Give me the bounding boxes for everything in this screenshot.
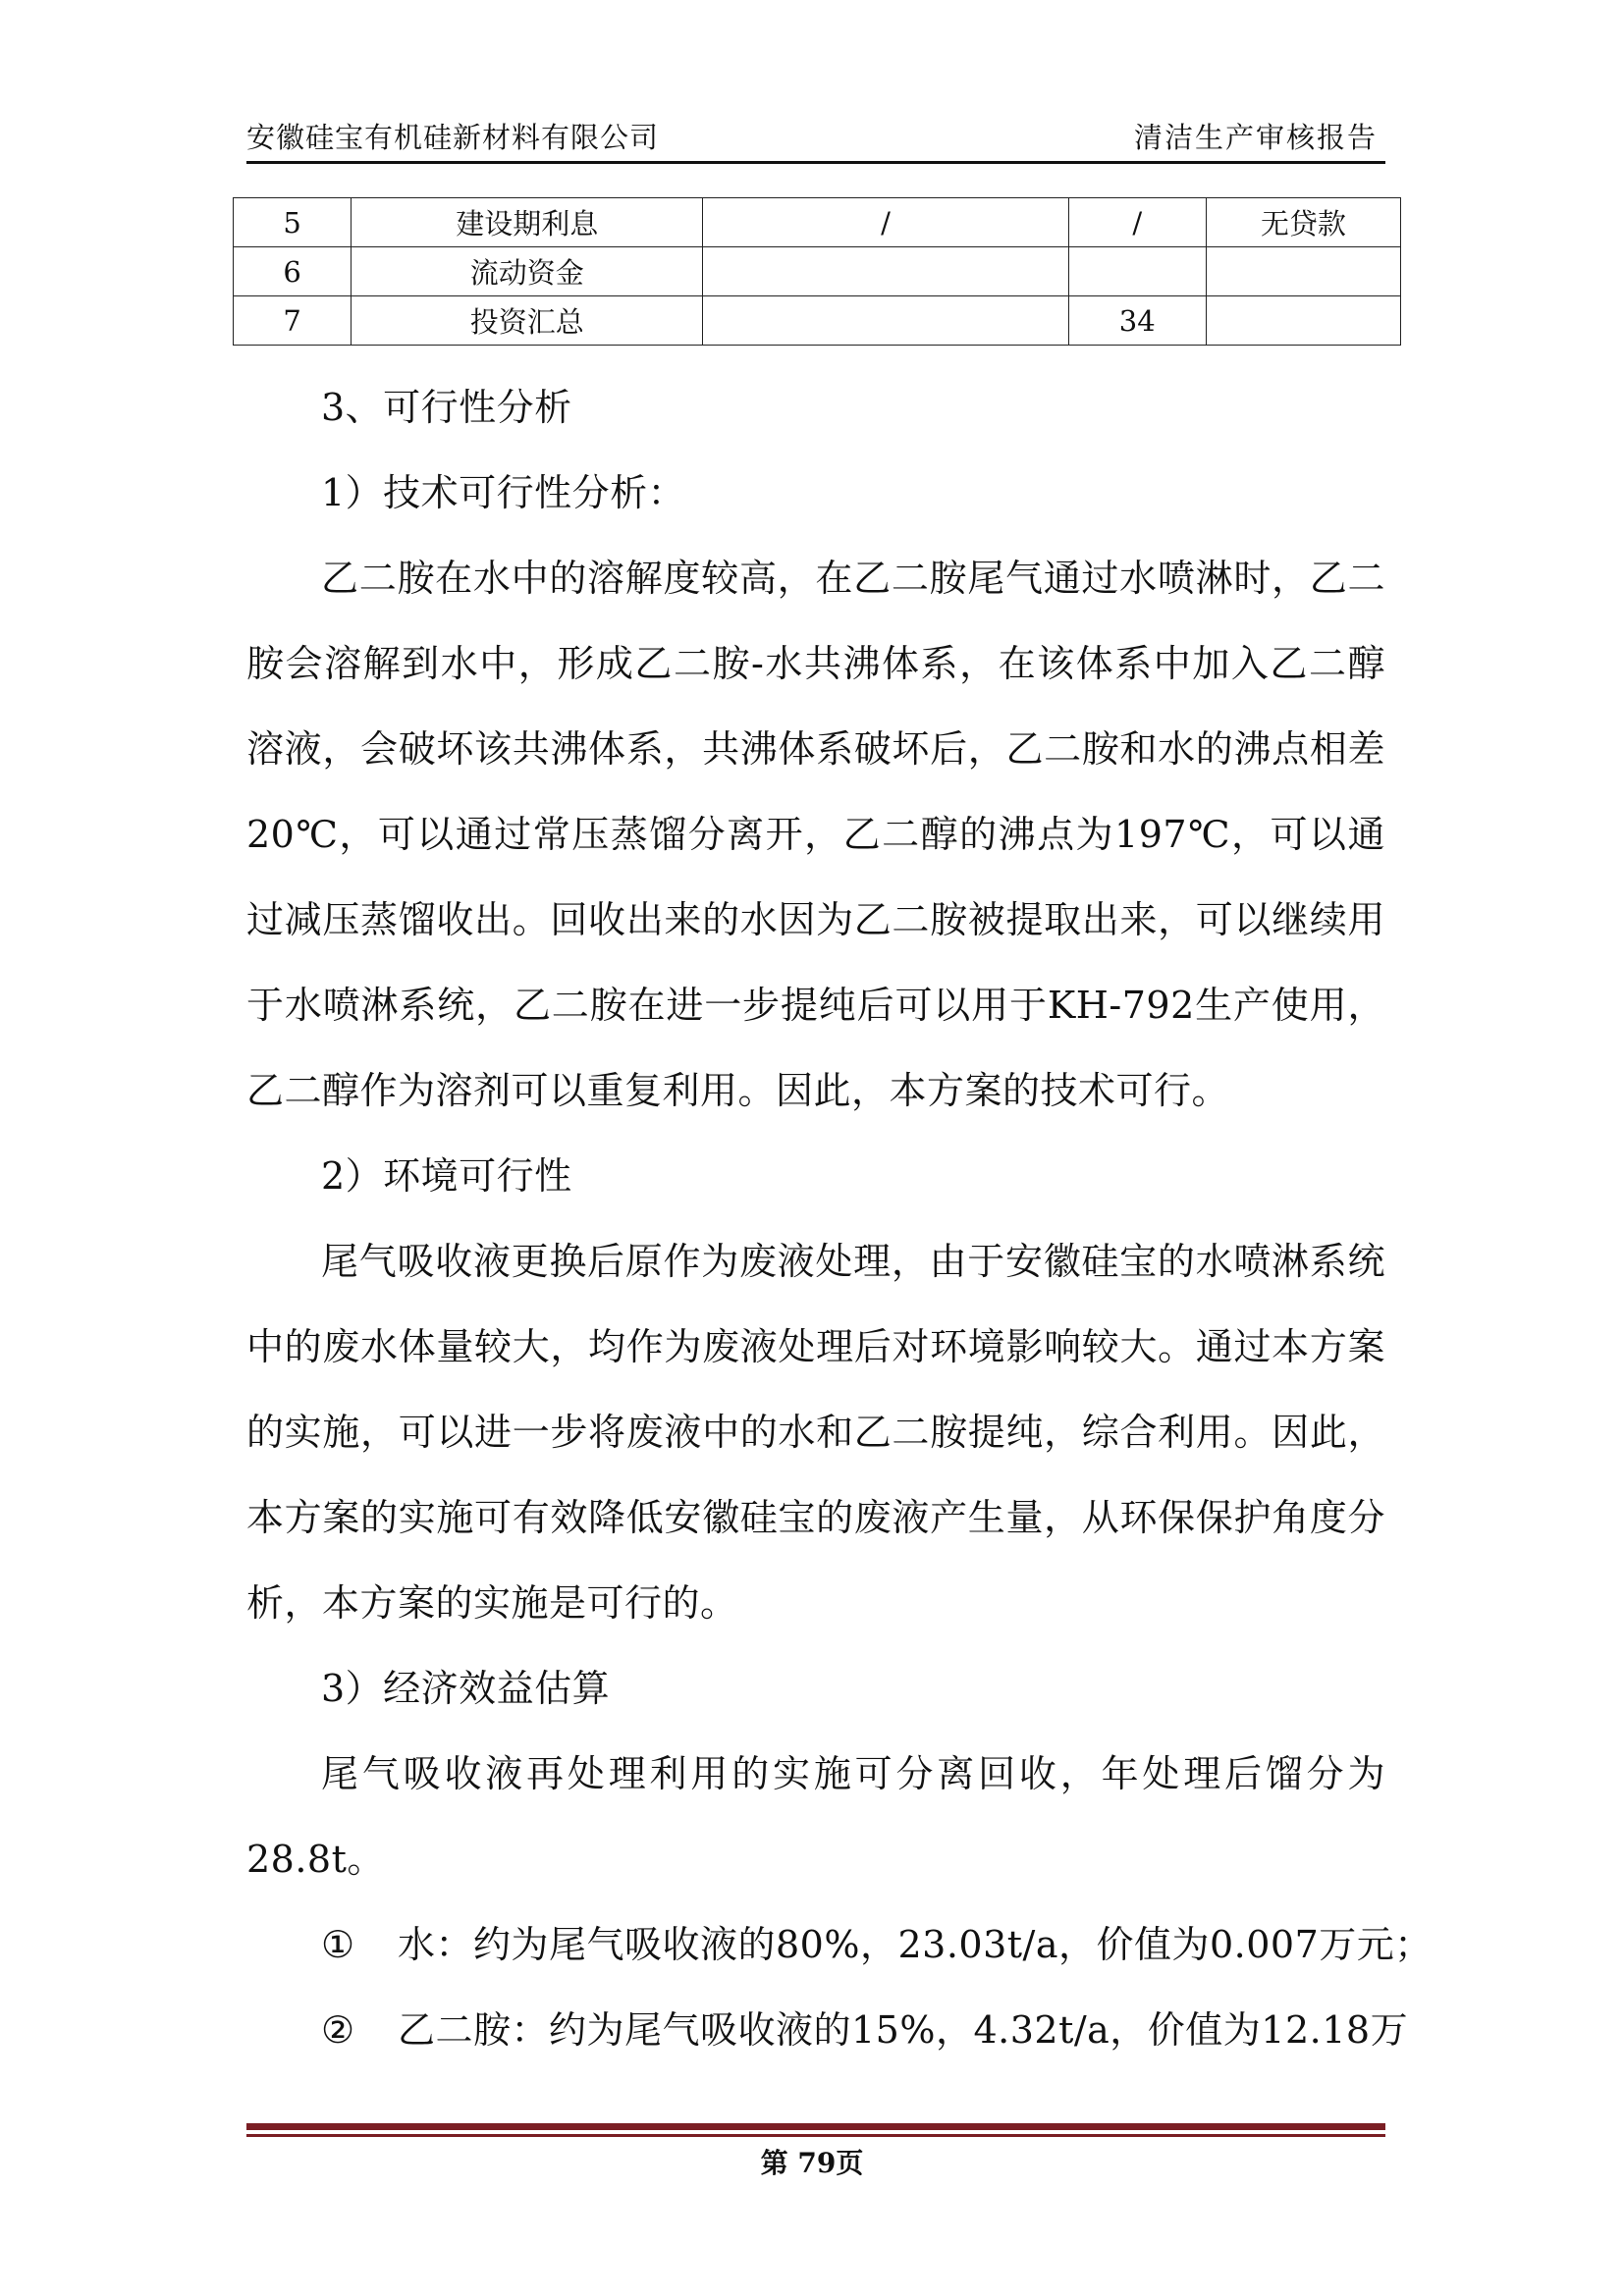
table-cell-no: 7 [234,296,352,346]
table-cell-note [1206,247,1400,296]
section-heading: 3、可行性分析 [321,386,572,429]
econ-benefit-heading: 3）经济效益估算 [321,1667,611,1710]
table-cell-col3 [703,247,1068,296]
table-row [234,247,1401,296]
table-cell-note: 无贷款 [1206,198,1400,247]
table-cell-note [1206,296,1400,346]
header-report-title: 清洁生产审核报告 [1133,121,1378,154]
footer-divider-thin [246,2134,1385,2137]
tech-feasibility-heading: 1）技术可行性分析： [321,471,686,514]
table-cell-col4: / [1068,198,1206,247]
table-cell-item: 建设期利息 [352,198,703,247]
tech-feasibility-paragraph: 乙二胺在水中的溶解度较高，在乙二胺尾气通过水喷淋时，乙二胺会溶解到水中，形成乙二胺-水共沸体系，在该体系中加入乙二醇溶液，会破坏该共沸体系，共沸体系破坏后，乙二胺和水的沸点相差20℃，可以通过常压蒸馏分离开，乙二醇的沸点为197℃，可以通过减压蒸馏收出。回收出来的水因为乙二胺被提取出来，可以继续用于水喷淋系统，乙二胺在进一步提纯后可以用于KH-792生产使用，乙二醇作为溶剂可以重复利用。因此，本方案的技术可行。 [246,557,1385,1112]
table-cell-col4: 34 [1068,296,1206,346]
page-number: 第 79页 [760,2147,864,2179]
table-row [234,198,1401,247]
econ-benefit-paragraph: 尾气吸收液再处理利用的实施可分离回收，年处理后馏分为28.8t。 [246,1752,1385,1881]
table-cell-col4 [1068,247,1206,296]
header-divider [246,161,1385,164]
table-row [234,296,1401,346]
table-cell-no: 6 [234,247,352,296]
table-cell-col3 [703,296,1068,346]
env-feasibility-paragraph: 尾气吸收液更换后原作为废液处理，由于安徽硅宝的水喷淋系统中的废水体量较大，均作为废液处理后对环境影响较大。通过本方案的实施，可以进一步将废液中的水和乙二胺提纯，综合利用。因此，本方案的实施可有效降低安徽硅宝的废液产生量，从环保保护角度分析，本方案的实施是可行的。 [246,1240,1385,1625]
header-company: 安徽硅宝有机硅新材料有限公司 [246,121,660,154]
footer-divider-thick [246,2123,1385,2130]
list-marker: ① [321,1923,355,1966]
list-item-text: 乙二胺：约为尾气吸收液的15%，4.32t/a，价值为12.18万 [398,2008,1409,2052]
table-cell-col3: / [703,198,1068,247]
investment-table [233,197,1401,346]
env-feasibility-heading: 2）环境可行性 [321,1154,572,1198]
list-marker: ② [321,2008,355,2052]
list-item-text: 水：约为尾气吸收液的80%，23.03t/a，价值为0.007万元； [398,1923,1433,1966]
table-cell-item: 投资汇总 [352,296,703,346]
list-item [246,1902,1433,1988]
list-item [246,1988,1409,2073]
table-cell-item: 流动资金 [352,247,703,296]
document-body [246,365,1433,2073]
table-cell-no: 5 [234,198,352,247]
